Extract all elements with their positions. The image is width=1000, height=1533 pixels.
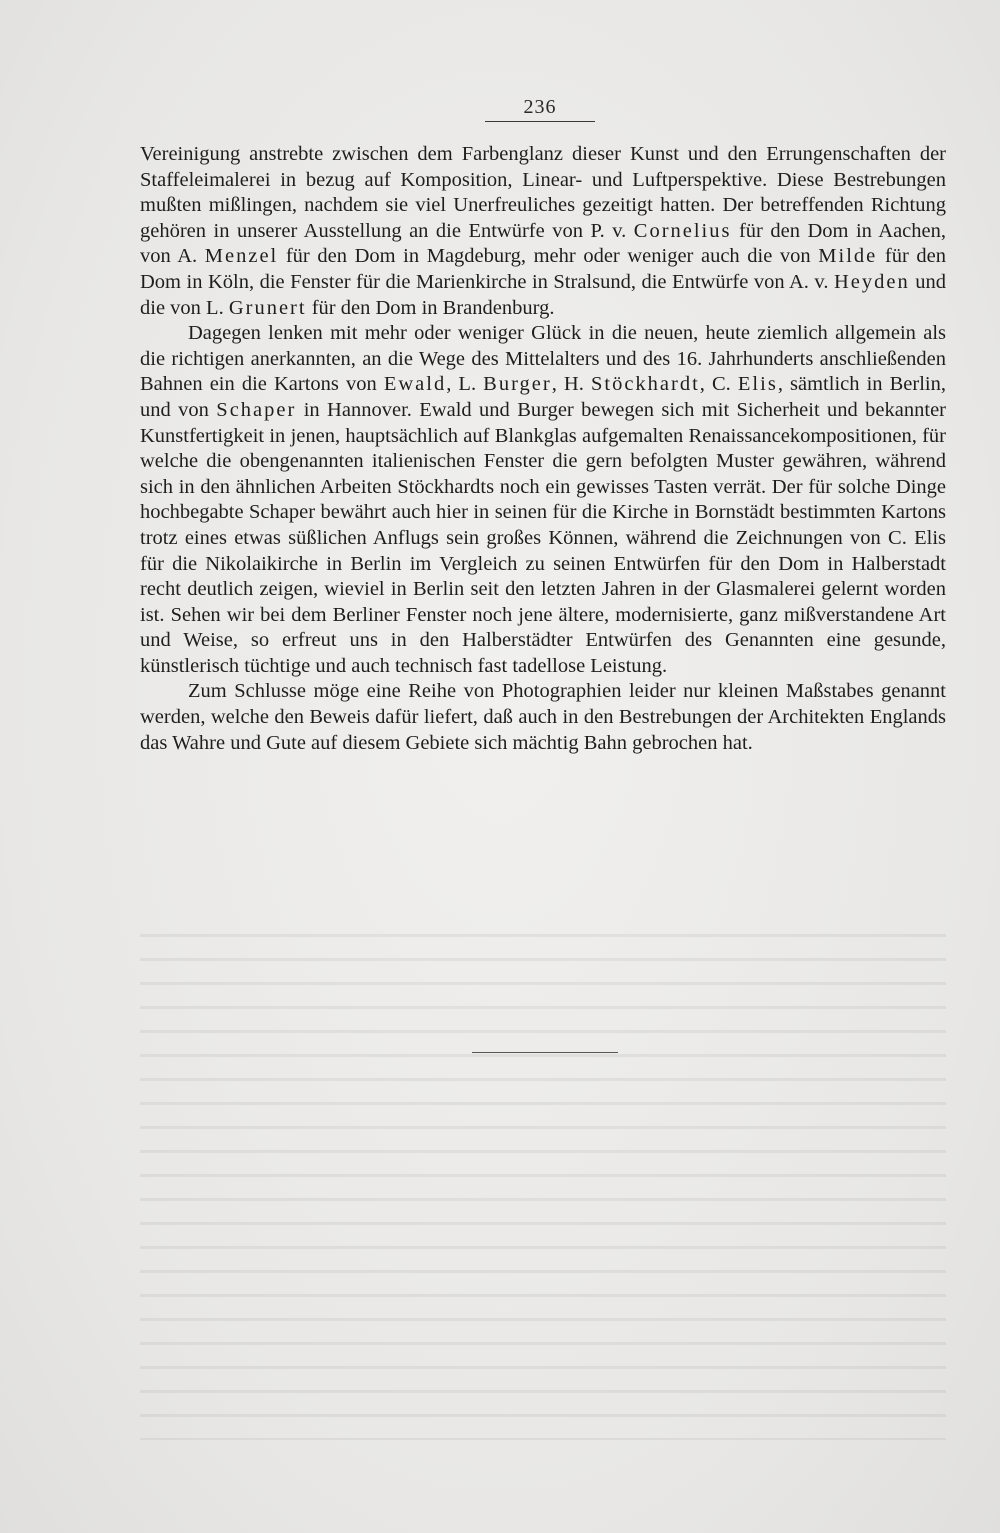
paragraph <box>140 321 946 679</box>
spaced-name: Grunert <box>228 296 307 319</box>
page-number: 236 <box>485 96 595 122</box>
text-run: für den Dom in Magdeburg, mehr oder weniger auch die von <box>278 245 819 268</box>
paragraph <box>140 679 946 756</box>
spaced-name: Heyden <box>833 270 910 293</box>
text-run: , L. <box>446 373 484 396</box>
text-run: Vereinigung anstrebte zwischen dem Farbenglanz dieser Kunst und den Errungenschaften der Staffeleimalerei in bezug auf Komposition, Linear- und Luftperspektive. Diese Bestrebungen mußten mißlingen, nachdem sie viel Unerfreuliches gezeitigt hatten. Der betreffenden Richtung gehören in unserer Ausstellung an die Entwürfe von P. v. <box>140 143 946 242</box>
text-run: und die von L. <box>140 270 946 319</box>
spaced-name: Burger <box>483 373 552 396</box>
section-end-rule <box>472 1052 618 1053</box>
text-run: für den Dom in Brandenburg. <box>306 296 555 319</box>
text-run: Dagegen lenken mit mehr oder weniger Glück in die neuen, heute ziemlich allgemein als die richtigen anerkannten, an die Wege des Mittelalters und des 16. Jahrhunderts anschließenden Bahnen ein die Kartons von <box>140 322 946 396</box>
text-run: , C. <box>699 373 738 396</box>
paragraph <box>140 142 946 321</box>
text-run: Zum Schlusse möge eine Reihe von Photographien leider nur kleinen Maßstabes genannt werden, welche den Beweis dafür liefert, daß auch in den Bestrebungen der Architekten Englands das Wahre und Gute auf diesem Gebiete sich mächtig Bahn gebrochen hat. <box>140 680 946 754</box>
show-through-texture <box>140 920 946 1440</box>
spaced-name: Elis <box>737 373 778 396</box>
text-run: für den Dom in Aachen, von A. <box>140 219 946 268</box>
body-text <box>140 142 946 756</box>
text-run: , sämtlich in Berlin, und von <box>140 373 946 421</box>
spaced-name: Cornelius <box>633 219 732 242</box>
spaced-name: Menzel <box>204 245 279 268</box>
spaced-name: Schaper <box>216 398 297 421</box>
text-run: für den Dom in Köln, die Fenster für die Marienkirche in Stralsund, die Entwürfe von A. v. <box>140 245 946 293</box>
spaced-name: Ewald <box>383 373 447 396</box>
text-run: , H. <box>551 373 591 396</box>
text-run: in Hannover. Ewald und Burger bewegen sich mit Sicherheit und bekannter Kunstfertigkeit in jenen, hauptsächlich auf Blankglas aufgemalten Renaissancekompositionen, für welche die obengenannten italienischen Fenster die gern befolgten Muster gewähren, während sich in den ähnlichen Arbeiten Stöckhardts noch ein gewisses Tasten verrät. Der für solche Dinge hochbegabte Schaper bewährt auch hier in seinen für die Kirche in Bornstädt bestimmten Kartons trotz eines etwas süßlichen Anflugs sein großes Können, während die Zeichnungen von C. Elis für die Nikolaikirche in Berlin im Vergleich zu seinen Entwürfen für den Dom in Halberstadt recht deutlich zeigen, wieviel in Berlin seit den letzten Jahren in der Glasmalerei gelernt worden ist. Sehen wir bei dem Berliner Fenster noch jene ältere, modernisierte, ganz mißverstandene Art und Weise, so erfreut uns in den Halberstädter Entwürfen des Genannten eine gesunde, künstlerisch tüchtige und auch technisch fast tadellose Leistung. <box>140 398 946 677</box>
spaced-name: Milde <box>818 245 878 268</box>
spaced-name: Stöckhardt <box>590 373 700 396</box>
